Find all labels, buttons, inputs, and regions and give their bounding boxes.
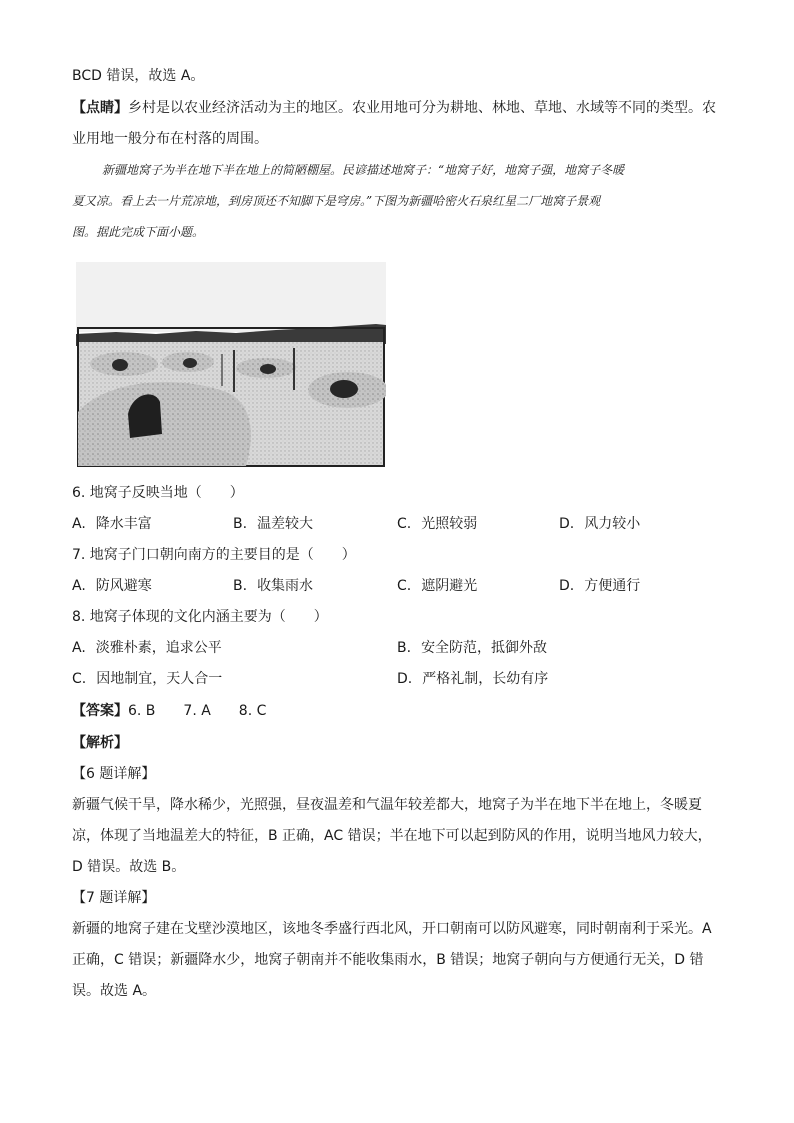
q6-detail-line-1: 新疆气候干旱，降水稀少，光照强，昼夜温差和气温年较差都大，地窝子为半在地下半在地上，冬暖夏 xyxy=(72,797,702,813)
q6-option-a xyxy=(72,514,152,534)
answer-text: 6. B 7. A 8. C xyxy=(128,703,267,719)
option-text: 温差较大 xyxy=(257,516,314,532)
dianjing-line-1 xyxy=(72,98,716,118)
option-key: A. xyxy=(72,640,86,656)
intro-line-1: 新疆地窝子为半在地下半在地上的简陋棚屋。民谚描述地窝子：“地窝子好，地窝子强，地窝子冬暖 xyxy=(102,163,625,177)
option-key: A. xyxy=(72,516,86,532)
answer-tag: 【答案】 xyxy=(72,703,128,719)
option-text: 降水丰富 xyxy=(95,516,152,532)
option-text: 防风避寒 xyxy=(95,578,152,594)
q7-detail-line-2: 正确，C 错误；新疆降水少，地窝子朝南并不能收集雨水，B 错误；地窝子朝向与方便通行无关，D 错 xyxy=(72,952,704,968)
q6-option-d xyxy=(559,514,640,534)
intro-line-2: 夏又凉。看上去一片荒凉地，到房顶还不知脚下是穹房。”下图为新疆哈密火石泉红星二厂地窝子景观 xyxy=(72,194,601,208)
q7-option-b xyxy=(233,576,313,596)
q8-option-b xyxy=(397,638,547,658)
dianjing-tag: 【点睛】 xyxy=(72,100,128,116)
option-key: B. xyxy=(233,578,248,594)
q8-option-c xyxy=(72,669,222,689)
option-key: D. xyxy=(397,671,413,687)
option-key: C. xyxy=(72,671,87,687)
option-text: 遮阴避光 xyxy=(421,578,478,594)
option-key: D. xyxy=(559,578,575,594)
q7-detail-line-3: 误。故选 A。 xyxy=(72,983,157,999)
option-key: B. xyxy=(233,516,248,532)
option-text: 安全防范，抵御外敌 xyxy=(421,640,548,656)
intro-line-3: 图。据此完成下面小题。 xyxy=(72,225,205,239)
q8-option-d xyxy=(397,669,548,689)
option-text: 收集雨水 xyxy=(257,578,314,594)
question-7-stem: 7. 地窝子门口朝向南方的主要目的是（ ） xyxy=(72,547,356,563)
option-text: 风力较小 xyxy=(584,516,641,532)
q8-option-a xyxy=(72,638,222,658)
dianjing-line-2: 业用地一般分布在村落的周围。 xyxy=(72,131,268,147)
option-key: C. xyxy=(397,578,412,594)
option-key: C. xyxy=(397,516,412,532)
q7-detail-tag: 【7 题详解】 xyxy=(72,890,156,906)
q6-option-b xyxy=(233,514,313,534)
q6-detail-line-2: 凉，体现了当地温差大的特征，B 正确，AC 错误；半在地下可以起到防风的作用，说明当地风力较大， xyxy=(72,828,712,844)
q7-option-d xyxy=(559,576,640,596)
answer-line xyxy=(72,701,266,721)
q7-option-c xyxy=(397,576,477,596)
q6-detail-line-3: D 错误。故选 B。 xyxy=(72,859,186,875)
q6-detail-tag: 【6 题详解】 xyxy=(72,766,156,782)
q6-option-c xyxy=(397,514,477,534)
question-6-stem: 6. 地窝子反映当地（ ） xyxy=(72,485,244,501)
question-8-stem: 8. 地窝子体现的文化内涵主要为（ ） xyxy=(72,609,328,625)
option-text: 方便通行 xyxy=(584,578,641,594)
option-key: B. xyxy=(397,640,412,656)
option-text: 严格礼制，长幼有序 xyxy=(422,671,549,687)
option-key: D. xyxy=(559,516,575,532)
diwozi-landscape-photo xyxy=(76,262,386,467)
previous-answer-conclusion: BCD 错误，故选 A。 xyxy=(72,68,205,84)
option-text: 因地制宜，天人合一 xyxy=(96,671,223,687)
q7-option-a xyxy=(72,576,152,596)
dianjing-text-1: 乡村是以农业经济活动为主的地区。农业用地可分为耕地、林地、草地、水域等不同的类型。农 xyxy=(128,100,716,116)
option-text: 光照较弱 xyxy=(421,516,478,532)
option-text: 淡雅朴素，追求公平 xyxy=(95,640,222,656)
option-key: A. xyxy=(72,578,86,594)
analysis-tag: 【解析】 xyxy=(72,735,128,751)
q7-detail-line-1: 新疆的地窝子建在戈壁沙漠地区，该地冬季盛行西北风，开口朝南可以防风避寒，同时朝南利于采光。A xyxy=(72,921,712,937)
